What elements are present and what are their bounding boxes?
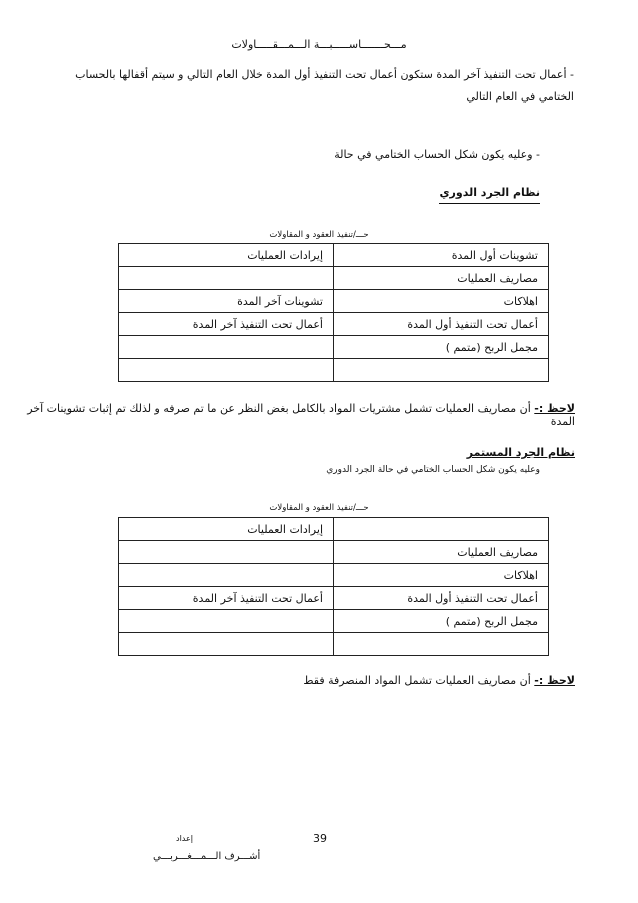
note-periodic	[0, 402, 575, 428]
credit-cell	[119, 541, 334, 564]
note-label: لاحظ :-	[534, 402, 575, 415]
debit-cell	[334, 359, 549, 382]
note-perpetual	[303, 674, 575, 687]
table-row	[119, 518, 549, 541]
intro-paragraph: - أعمال تحت التنفيذ آخر المدة ستكون أعمال تحت التنفيذ أول المدة خلال العام التالي و سيتم أقفالها بالحساب الختامي في العام التالي	[75, 68, 574, 103]
credit-cell: أعمال تحت التنفيذ آخر المدة	[119, 313, 334, 336]
credit-cell: إيرادات العمليات	[119, 244, 334, 267]
debit-cell: مصاريف العمليات	[334, 267, 549, 290]
table-row	[119, 359, 549, 382]
credit-cell	[119, 336, 334, 359]
debit-cell: مجمل الربح (متمم )	[334, 336, 549, 359]
note-label: لاحظ :-	[534, 674, 575, 687]
note-text: أن مصاريف العمليات تشمل المواد المنصرفة فقط	[303, 674, 535, 687]
debit-cell	[334, 518, 549, 541]
table-row	[119, 313, 549, 336]
periodic-inventory-table	[118, 243, 549, 382]
credit-cell	[119, 267, 334, 290]
perpetual-inventory-table	[118, 517, 549, 656]
debit-cell: أعمال تحت التنفيذ أول المدة	[334, 313, 549, 336]
perpetual-intro: وعليه يكون شكل الحساب الختامي في حالة الجرد الدوري	[326, 465, 540, 475]
page-header: مـــحـــــــاســـــبـــة الـــمـــقـــــاولات	[231, 38, 407, 51]
table-row	[119, 244, 549, 267]
debit-cell: مصاريف العمليات	[334, 541, 549, 564]
final-account-intro: - وعليه يكون شكل الحساب الختامي في حالة	[334, 148, 540, 161]
note-text: أن مصاريف العمليات تشمل مشتريات المواد بالكامل بغض النظر عن ما تم صرفه و لذلك تم إثبات تشوينات آخر المدة	[27, 402, 575, 428]
table-row	[119, 610, 549, 633]
debit-cell: مجمل الربح (متمم )	[334, 610, 549, 633]
credit-cell: إيرادات العمليات	[119, 518, 334, 541]
prepared-by-label: إعداد	[176, 834, 193, 843]
debit-cell: اهلاكات	[334, 564, 549, 587]
page-number: 39	[313, 832, 327, 845]
author-name: أشـــرف الـــمـــغـــربـــي	[153, 851, 261, 862]
credit-cell	[119, 564, 334, 587]
table-row	[119, 290, 549, 313]
table-row	[119, 587, 549, 610]
table2-caption: حـــ/تنفيذ العقود و المقاولات	[269, 503, 369, 513]
credit-cell	[119, 359, 334, 382]
table-row	[119, 336, 549, 359]
table-row	[119, 564, 549, 587]
perpetual-inventory-heading: نظام الجرد المستمر	[466, 446, 575, 459]
debit-cell	[334, 633, 549, 656]
table1-caption: حـــ/تنفيذ العقود و المقاولات	[269, 230, 369, 240]
credit-cell	[119, 610, 334, 633]
periodic-inventory-heading: نظام الجرد الدوري	[439, 186, 540, 204]
debit-cell: تشوينات أول المدة	[334, 244, 549, 267]
credit-cell	[119, 633, 334, 656]
table-row	[119, 267, 549, 290]
table-row	[119, 541, 549, 564]
debit-cell: اهلاكات	[334, 290, 549, 313]
table-row	[119, 633, 549, 656]
credit-cell: أعمال تحت التنفيذ آخر المدة	[119, 587, 334, 610]
debit-cell: أعمال تحت التنفيذ أول المدة	[334, 587, 549, 610]
credit-cell: تشوينات آخر المدة	[119, 290, 334, 313]
